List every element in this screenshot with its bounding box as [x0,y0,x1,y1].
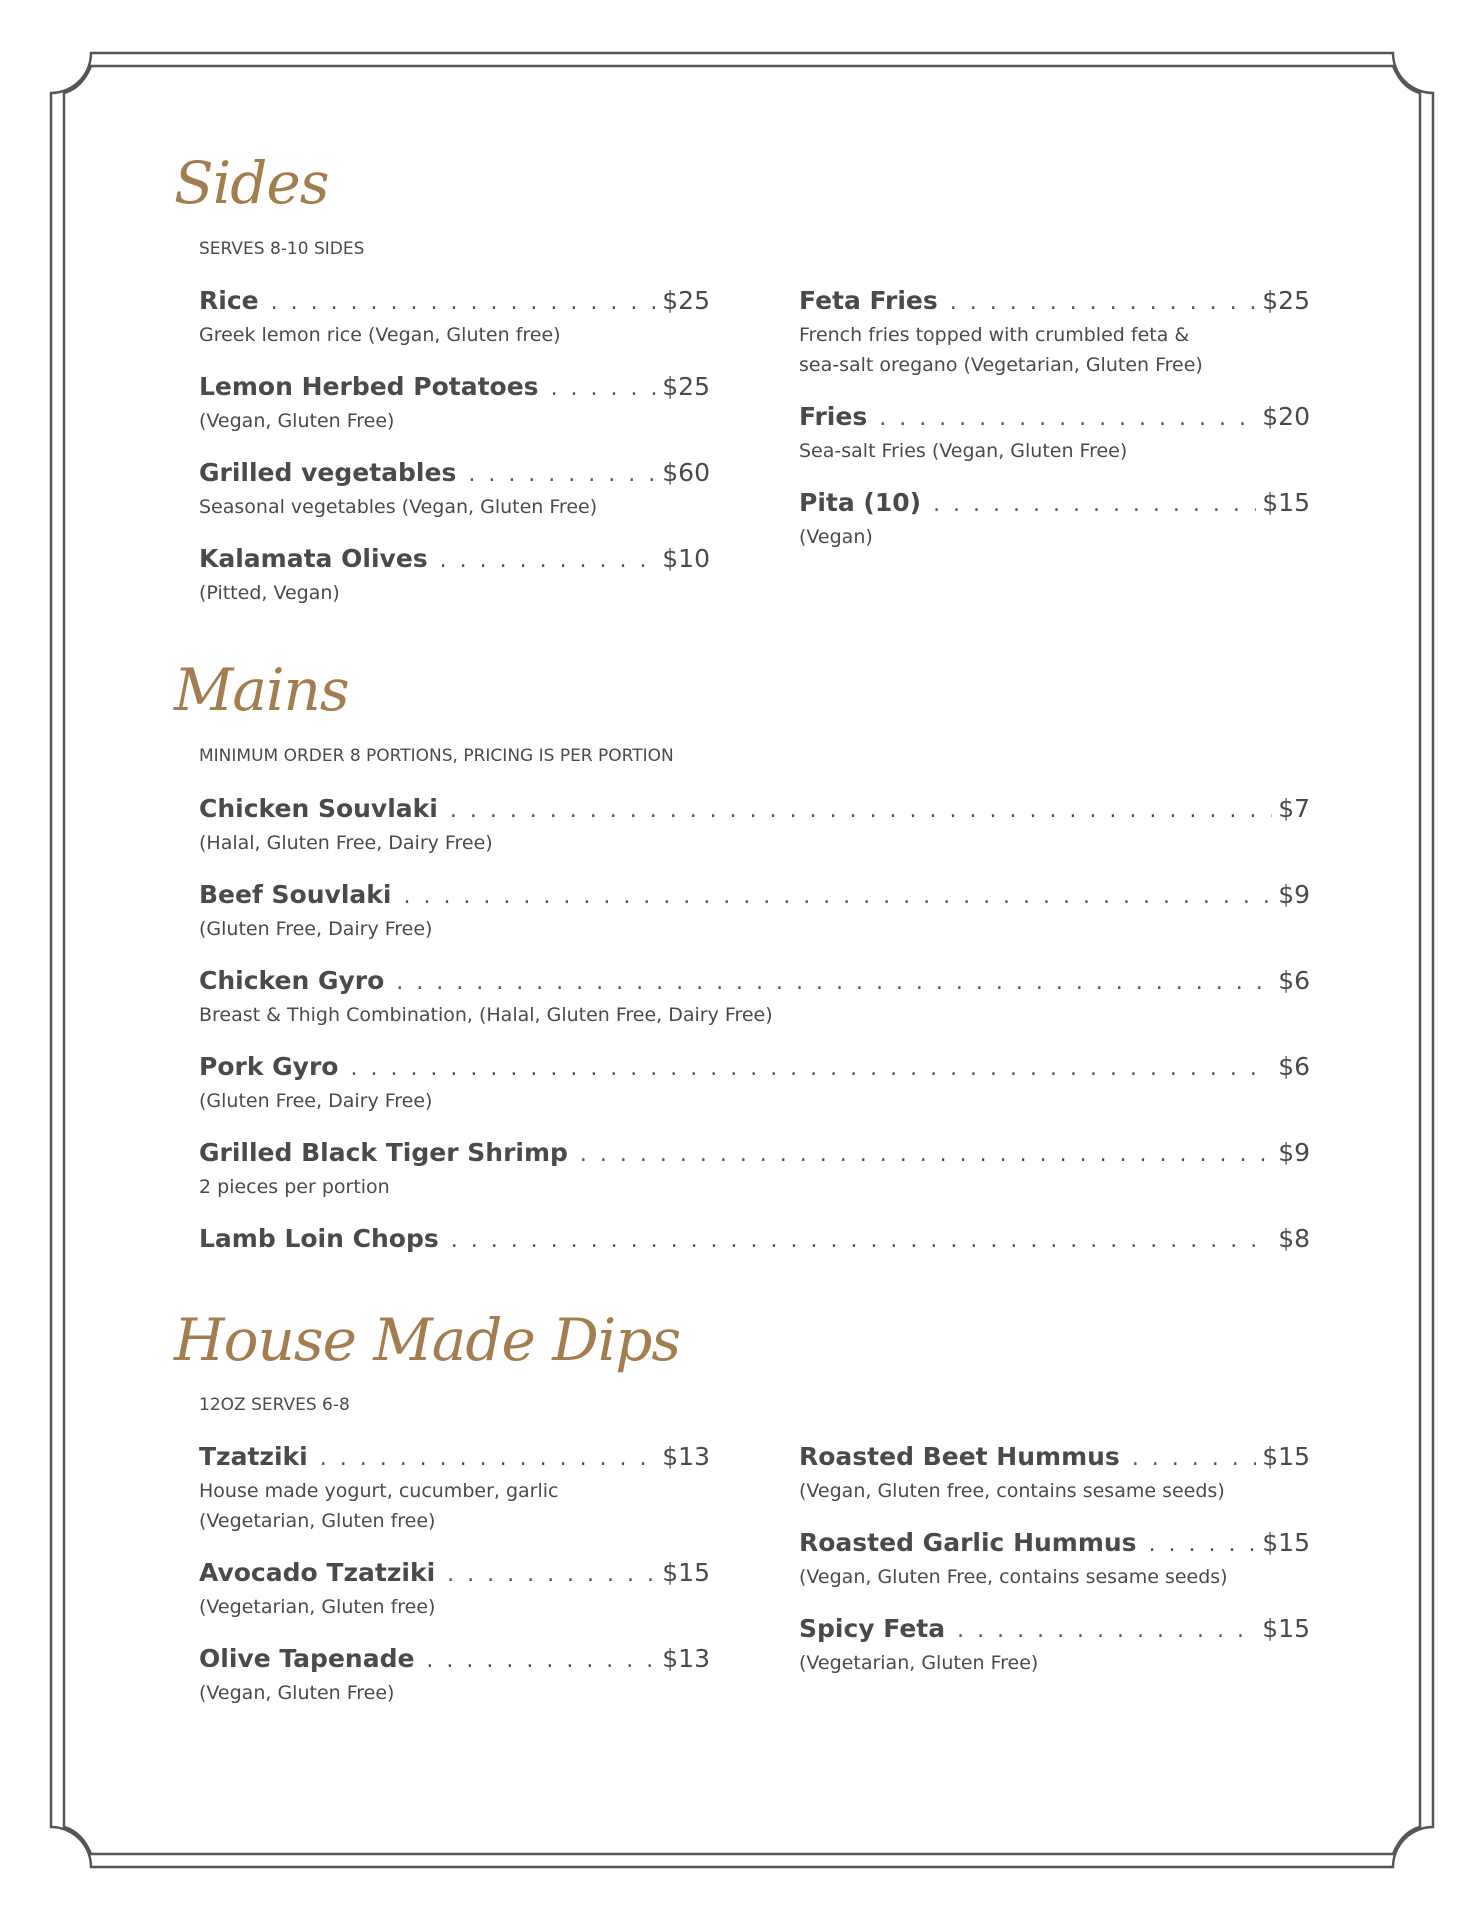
dot-leader [271,284,657,322]
item-description: (Vegetarian, Gluten Free) [799,1652,1039,1674]
item-name: Rice [199,286,259,315]
menu-item [799,1524,1310,1592]
menu-item [199,790,1310,858]
item-name: Roasted Beet Hummus [799,1442,1120,1471]
menu-item [199,1220,1310,1258]
item-name: Spicy Feta [799,1614,946,1643]
item-description: (Pitted, Vegan) [199,582,340,604]
mains-title: Mains [174,656,349,724]
menu-item [199,540,710,608]
item-description: sea-salt oregano (Vegetarian, Gluten Free) [799,354,1203,376]
item-name: Fries [799,402,868,431]
dot-leader [580,1136,1272,1174]
menu-item [199,1640,710,1708]
dot-leader [403,878,1272,916]
item-name: Lemon Herbed Potatoes [199,372,539,401]
item-description: (Gluten Free, Dairy Free) [199,918,433,940]
item-price: $15 [662,1558,710,1587]
item-price: $6 [1278,966,1310,995]
item-price: $15 [1262,1442,1310,1471]
item-price: $7 [1278,794,1310,823]
item-price: $9 [1278,1138,1310,1167]
menu-item [799,282,1310,380]
dot-leader [320,1440,657,1478]
item-price: $15 [1262,488,1310,517]
item-price: $15 [1262,1614,1310,1643]
mains-note: MINIMUM ORDER 8 PORTIONS, PRICING IS PER PORTION [199,746,674,766]
dot-leader [957,1612,1256,1650]
item-description: (Gluten Free, Dairy Free) [199,1090,433,1112]
dot-leader [350,1050,1272,1088]
item-name: Tzatziki [199,1442,308,1471]
item-price: $25 [662,286,710,315]
item-name: Kalamata Olives [199,544,428,573]
sides-note: SERVES 8-10 SIDES [199,239,365,259]
dot-leader [950,284,1257,322]
dot-leader [450,792,1272,830]
dips-note: 12OZ SERVES 6-8 [199,1395,350,1415]
menu-item [199,1048,1310,1116]
item-price: $13 [662,1442,710,1471]
item-name: Grilled vegetables [199,458,457,487]
item-description: Sea-salt Fries (Vegan, Gluten Free) [799,440,1128,462]
item-price: $25 [662,372,710,401]
item-description: French fries topped with crumbled feta & [799,324,1190,346]
dot-leader [451,1222,1272,1260]
item-name: Beef Souvlaki [199,880,392,909]
item-description: (Vegan, Gluten Free) [199,410,395,432]
item-name: Roasted Garlic Hummus [799,1528,1137,1557]
item-description: (Vegan) [799,526,873,548]
item-price: $15 [1262,1528,1310,1557]
menu-item [799,484,1310,552]
menu-item [199,1554,710,1622]
dot-leader [468,456,656,494]
item-name: Lamb Loin Chops [199,1224,439,1253]
item-description: (Vegetarian, Gluten free) [199,1510,436,1532]
item-description: (Halal, Gluten Free, Dairy Free) [199,832,493,854]
item-description: Greek lemon rice (Vegan, Gluten free) [199,324,561,346]
sides-title: Sides [174,149,329,217]
item-description: House made yogurt, cucumber, garlic [199,1480,559,1502]
dot-leader [879,400,1256,438]
item-description: (Vegan, Gluten Free, contains sesame seeds) [799,1566,1228,1588]
item-description: (Vegan, Gluten Free) [199,1682,395,1704]
item-name: Grilled Black Tiger Shrimp [199,1138,568,1167]
item-description: (Vegetarian, Gluten free) [199,1596,436,1618]
dot-leader [933,486,1256,524]
menu-item [199,368,710,436]
menu-item [199,1438,710,1536]
menu-item [199,454,710,522]
dot-leader [396,964,1272,1002]
dips-title: House Made Dips [174,1306,681,1374]
item-price: $6 [1278,1052,1310,1081]
menu-item [799,1610,1310,1678]
menu-item [199,962,1310,1030]
item-price: $25 [1262,286,1310,315]
item-description: 2 pieces per portion [199,1176,390,1198]
item-name: Pita (10) [799,488,922,517]
dot-leader [551,370,657,408]
item-name: Chicken Souvlaki [199,794,438,823]
item-name: Avocado Tzatziki [199,1558,436,1587]
item-name: Chicken Gyro [199,966,385,995]
item-description: Breast & Thigh Combination, (Halal, Gluten Free, Dairy Free) [199,1004,773,1026]
dot-leader [1132,1440,1256,1478]
item-price: $60 [662,458,710,487]
item-name: Pork Gyro [199,1052,339,1081]
dot-leader [447,1556,656,1594]
item-description: Seasonal vegetables (Vegan, Gluten Free) [199,496,598,518]
menu-item [199,282,710,350]
dot-leader [1149,1526,1257,1564]
menu-item [799,1438,1310,1506]
dot-leader [440,542,657,580]
item-name: Feta Fries [799,286,938,315]
menu-item [799,398,1310,466]
item-description: (Vegan, Gluten free, contains sesame seeds) [799,1480,1225,1502]
menu-item [199,876,1310,944]
item-price: $8 [1278,1224,1310,1253]
item-price: $20 [1262,402,1310,431]
item-price: $13 [662,1644,710,1673]
dot-leader [426,1642,656,1680]
item-price: $9 [1278,880,1310,909]
item-name: Olive Tapenade [199,1644,415,1673]
menu-item [199,1134,1310,1202]
item-price: $10 [662,544,710,573]
